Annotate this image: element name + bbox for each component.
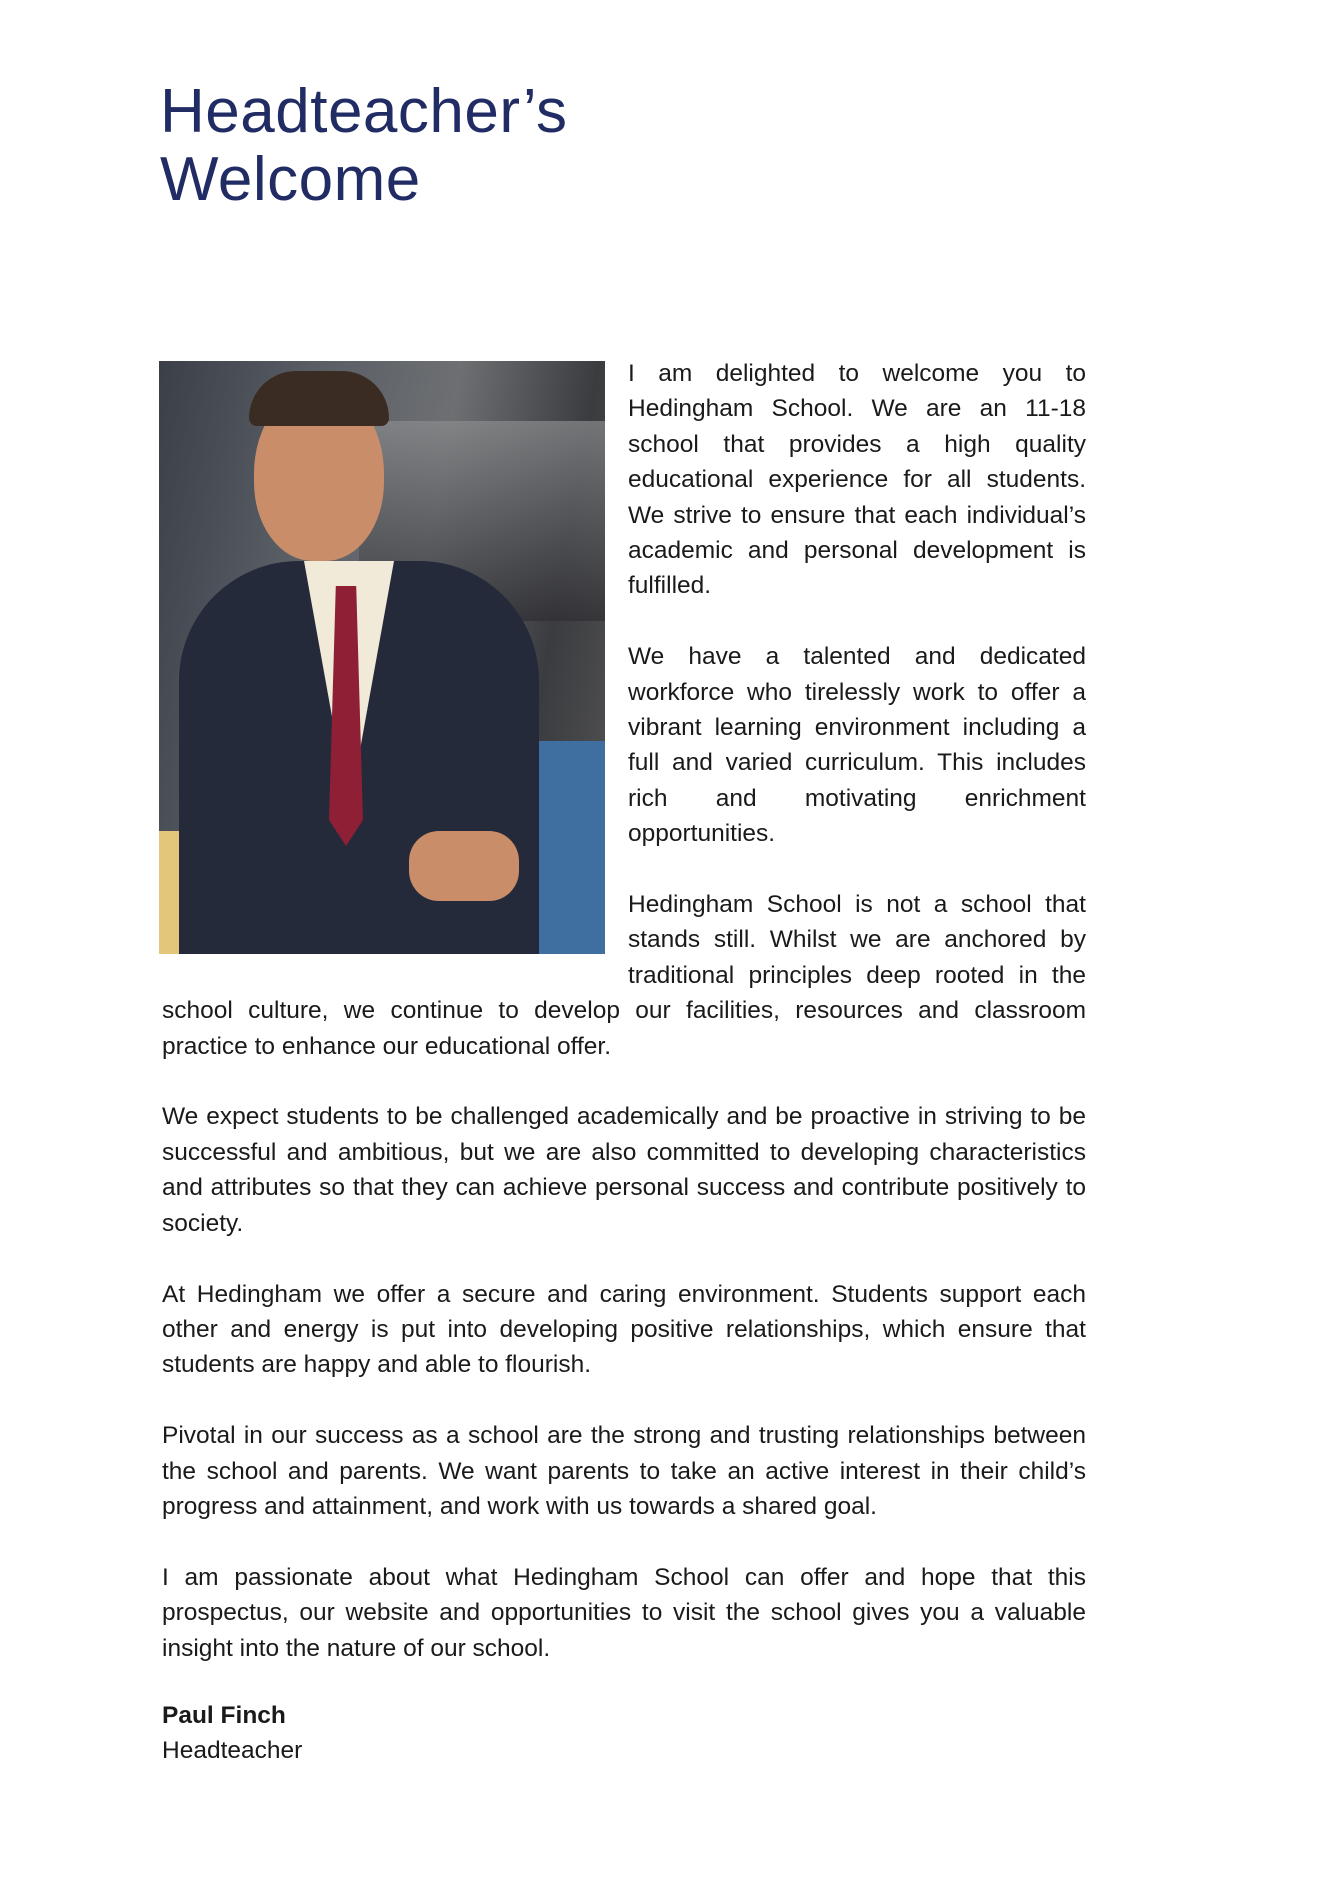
paragraph: At Hedingham we offer a secure and caring environment. Students support each other and energy is put into developing positive relationships, which ensure that students are happy and able to flourish. [162,1280,1086,1379]
signature-name: Paul Finch [162,1702,286,1729]
welcome-letter [162,356,1086,1701]
paragraph: Pivotal in our success as a school are the strong and trusting relationships between the school and parents. We want parents to take an active interest in their child’s progress and attainment, and work with us towards a shared goal. [162,1422,1086,1520]
paragraph: I am passionate about what Hedingham School can offer and hope that this prospectus, our website and opportunities to visit the school gives you a valuable insight into the nature of our school. [162,1563,1086,1662]
title-line-2: Welcome [160,145,421,214]
title-line-1: Headteacher’s [160,77,568,146]
paragraph: We expect students to be challenged academically and be proactive in striving to be successful and ambitious, but we are also committed to developing characteristics and attributes so that they can achieve personal success and contribute positively to society. [162,1103,1086,1237]
paragraph: Hedingham School is not a school that stands still. Whilst we are anchored by traditional principles deep rooted in the school culture, we continue to develop our facilities, resources and classroom practice to enhance our educational offer. [162,891,1086,1060]
page-title [160,78,567,214]
headteacher-photo [159,361,605,954]
signature-role: Headteacher [162,1737,303,1764]
paragraph: We have a talented and dedicated workforce who tirelessly work to offer a vibrant learning environment including a full and varied curriculum. This includes rich and motivating enrichment opportunities. [628,643,1086,848]
paragraph: I am delighted to welcome you to Hedingham School. We are an 11-18 school that provides a high quality educational experience for all students. We strive to ensure that each individual’s academic and personal development is fulfilled. [628,360,1086,600]
